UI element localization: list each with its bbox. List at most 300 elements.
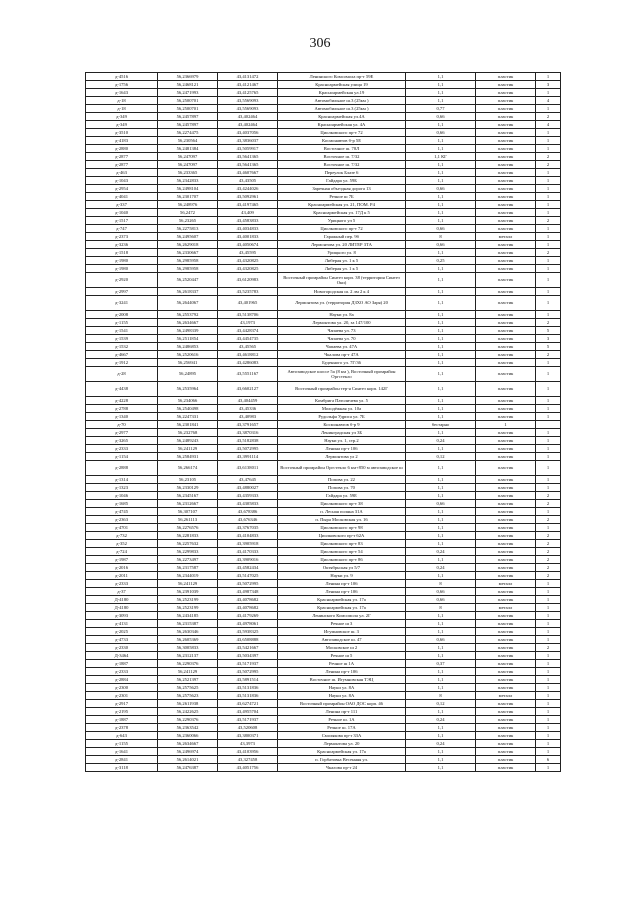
table-cell-id: д-2025 <box>86 628 158 636</box>
table-cell-material: пластик <box>476 724 536 732</box>
table-cell-volume: 1,1 <box>406 359 476 367</box>
table-cell-volume: 1,1 <box>406 335 476 343</box>
table-cell-id: д-3510 <box>86 129 158 137</box>
table-row <box>86 161 561 169</box>
table-cell-id: д-2363 <box>86 516 158 524</box>
table-cell-lon: 43,520608 <box>218 724 278 732</box>
table-cell-id: д-724 <box>86 548 158 556</box>
table-cell-count: 1 <box>536 257 561 265</box>
table-cell-count: 3 <box>536 335 561 343</box>
table-cell-material: пластик <box>476 484 536 492</box>
table-cell-address: Урицкого ул. 8 <box>278 249 406 257</box>
table-cell-id: д-2011 <box>86 572 158 580</box>
table-cell-volume: 1,1 <box>406 532 476 540</box>
table-cell-id: д-643 <box>86 732 158 740</box>
table-cell-volume: 1,1 <box>406 169 476 177</box>
table-cell-count: 1 <box>536 461 561 476</box>
table-row <box>86 169 561 177</box>
table-cell-id: д-2378 <box>86 724 158 732</box>
table-cell-volume: 1,1 <box>406 209 476 217</box>
table-cell-lat: 56,2257632 <box>158 540 218 548</box>
table-cell-lat: 56,2281833 <box>158 532 218 540</box>
table-cell-id: д-3236 <box>86 241 158 249</box>
table-cell-lon: 43,47645 <box>218 476 278 484</box>
table-cell-lon: 43,4583833 <box>218 217 278 225</box>
table-row <box>86 596 561 604</box>
table-cell-lat: 56,2476387 <box>158 764 218 772</box>
table-cell-id: д-2330 <box>86 644 158 652</box>
table-cell-lat: 56,2468121 <box>158 81 218 89</box>
table-row <box>86 524 561 532</box>
table-cell-address: Гаражный пер. 9б <box>278 233 406 241</box>
table-cell-address: Лермонтова ул. (территория ДЗХО АО Заря) 20 <box>278 296 406 311</box>
table-cell-lat: 56,2535964 <box>158 382 218 397</box>
table-cell-count: 1 <box>536 708 561 716</box>
table-cell-address: Попова ул. 22 <box>278 476 406 484</box>
table-cell-id: д-1887 <box>86 716 158 724</box>
table-cell-address: Циолковского пр-т 54 <box>278 548 406 556</box>
table-cell-volume: 1,1 <box>406 81 476 89</box>
table-cell-material: пластик <box>476 273 536 288</box>
table-cell-id: д-4667 <box>86 351 158 359</box>
table-row <box>86 273 561 288</box>
table-cell-count: 1 <box>536 185 561 193</box>
table-cell-lon: 43,4078682 <box>218 604 278 612</box>
table-cell-lat: 56,2301707 <box>158 193 218 201</box>
table-cell-address: Восточное ш. 78Л <box>278 145 406 153</box>
table-cell-id: д-2016 <box>86 564 158 572</box>
table-cell-material: пластик <box>476 596 536 604</box>
table-cell-address: Красноармейская улица 19 <box>278 81 406 89</box>
table-cell-lon: 43,4121467 <box>218 81 278 89</box>
table-cell-count: 6 <box>536 756 561 764</box>
table-cell-address: Лермонтова ул. 20, за 147/100 <box>278 319 406 327</box>
table-row <box>86 201 561 209</box>
table-cell-id: д-4041 <box>86 193 158 201</box>
table-cell-volume: 1,1 <box>406 461 476 476</box>
table-cell-id: д-3118 <box>86 764 158 772</box>
table-cell-address: Чапаева ул. 47А <box>278 343 406 351</box>
table-cell-volume: 0,66 <box>406 596 476 604</box>
table-cell-address: Циолковского пр-т 98 <box>278 524 406 532</box>
table-cell-material: пластик <box>476 516 536 524</box>
table-cell-id: д-337 <box>86 201 158 209</box>
table-cell-material: пластик <box>476 437 536 445</box>
table-cell-id: д-2977 <box>86 429 158 437</box>
table-cell-material: пластик <box>476 668 536 676</box>
table-cell-count: 1 <box>536 692 561 700</box>
table-cell-material: пластик <box>476 397 536 405</box>
table-cell-address: Молодёжная ул. 10а <box>278 405 406 413</box>
table-cell-count: 1 <box>536 748 561 756</box>
table-cell-lon: 43,5092961 <box>218 193 278 201</box>
table-cell-id: д-1314 <box>86 476 158 484</box>
table-cell-material: пластик <box>476 588 536 596</box>
table-cell-material: пластик <box>476 732 536 740</box>
table-cell-lat: 56,266174 <box>158 461 218 476</box>
table-cell-volume: 0,66 <box>406 185 476 193</box>
table-cell-lat: 56,2498339 <box>158 327 218 335</box>
table-cell-lon: 43,4125765 <box>218 89 278 97</box>
table-cell-address: Лермонтова ул 2 <box>278 453 406 461</box>
table-cell-lat: 56,2317587 <box>158 564 218 572</box>
table-row <box>86 382 561 397</box>
table-cell-address: Красноармейская ул.4А <box>278 113 406 121</box>
table-cell-address: Октябрьская ул 5/7 <box>278 564 406 572</box>
table-cell-id: д-1518 <box>86 249 158 257</box>
table-cell-address: п. Лесная поляна 31А <box>278 508 406 516</box>
table-cell-count: 1 <box>536 628 561 636</box>
table-cell-address: Смолякова пр-т 33А <box>278 732 406 740</box>
table-cell-lat: 56,2481384 <box>158 145 218 153</box>
table-cell-lat: 56,2629018 <box>158 241 218 249</box>
table-cell-address: Автозаводское шоссе 5а (8 км ), Восточный промрайон Оргстекло <box>278 367 406 382</box>
table-cell-count: 1 <box>536 273 561 288</box>
table-cell-volume: 1,1 <box>406 177 476 185</box>
table-cell-volume: 0,24 <box>406 437 476 445</box>
table-cell-count: 1 <box>536 580 561 588</box>
table-cell-id: д-1541 <box>86 327 158 335</box>
table-cell-lon: 43,4037056 <box>218 129 278 137</box>
table-cell-volume: бестарно <box>406 421 476 429</box>
table-cell-lat: 56,241129 <box>158 580 218 588</box>
table-cell-address: Восточный промрайон ОАО ДОС корп. 46 <box>278 700 406 708</box>
table-cell-lon: 43,4978061 <box>218 620 278 628</box>
table-cell-volume: 1,1 <box>406 684 476 692</box>
table-cell-volume: 1,1 КГ <box>406 153 476 161</box>
table-row <box>86 311 561 319</box>
table-cell-lon: 43,4428374 <box>218 327 278 335</box>
table-cell-lon: 43,4197465 <box>218 201 278 209</box>
table-cell-material: пластик <box>476 660 536 668</box>
table-cell-material: пластик <box>476 153 536 161</box>
table-cell-material: металл <box>476 604 536 612</box>
table-cell-id: д-732 <box>86 532 158 540</box>
table-cell-address: Восточное ш. 7/32 <box>278 153 406 161</box>
table-cell-id: д-1154 <box>86 453 158 461</box>
table-cell-address: Буденного ул. 7Г/36 <box>278 359 406 367</box>
table-cell-count: 1 <box>536 732 561 740</box>
table-cell-material: пластик <box>476 453 536 461</box>
table-cell-id: д-18 <box>86 97 158 105</box>
table-cell-lon: 43,5147025 <box>218 572 278 580</box>
table-cell-address: Науки ул. 8а <box>278 311 406 319</box>
table-cell-lat: 56,2523199 <box>158 596 218 604</box>
table-row <box>86 564 561 572</box>
table-row <box>86 288 561 296</box>
table-cell-material: металл <box>476 233 536 241</box>
table-cell-lon: 43,4607667 <box>218 169 278 177</box>
table-cell-material: пластик <box>476 81 536 89</box>
table-cell-lon: 43,5171937 <box>218 716 278 724</box>
table-cell-lon: 43,3800371 <box>218 732 278 740</box>
table-cell-count: 1 <box>536 484 561 492</box>
table-cell-material: пластик <box>476 445 536 453</box>
table-cell-lon: 43,4987348 <box>218 588 278 596</box>
table-cell-id: д-70 <box>86 421 158 429</box>
table-row <box>86 556 561 564</box>
table-cell-material: пластик <box>476 311 536 319</box>
table-cell-id: д-1980 <box>86 265 158 273</box>
table-row <box>86 764 561 772</box>
table-cell-lon: 43,327458 <box>218 756 278 764</box>
table-cell-lat: 56,307107 <box>158 508 218 516</box>
table-cell-address: Ленина пр-т 106 <box>278 588 406 596</box>
table-cell-volume: 1,1 <box>406 572 476 580</box>
table-cell-material: пластик <box>476 652 536 660</box>
table-cell-material: пластик <box>476 296 536 311</box>
table-cell-lat: 56,2299833 <box>158 548 218 556</box>
table-cell-count: 1 <box>536 636 561 644</box>
table-cell-address: Ленинского Комсомола пр-т 59Е <box>278 73 406 81</box>
table-cell-address: Циолковского пр-т 86 <box>278 556 406 564</box>
table-row <box>86 429 561 437</box>
table-cell-id: д-1539 <box>86 335 158 343</box>
table-cell-volume: 1,1 <box>406 668 476 676</box>
table-cell-volume: 1,1 <box>406 676 476 684</box>
table-cell-lon: 43,5131836 <box>218 692 278 700</box>
table-cell-address: Красноармейская ул.19 <box>278 89 406 97</box>
table-cell-address: Лермонтова ул. 20 <box>278 740 406 748</box>
table-cell-id: д-747 <box>86 225 158 233</box>
table-row <box>86 492 561 500</box>
table-cell-volume: 1,1 <box>406 708 476 716</box>
table-row <box>86 257 561 265</box>
table-cell-count: 1 <box>536 429 561 437</box>
table-cell-id: д-2373 <box>86 233 158 241</box>
table-cell-id: д-4701 <box>86 524 158 532</box>
table-cell-volume: 1,1 <box>406 161 476 169</box>
table-row <box>86 367 561 382</box>
table-cell-id: Д-4180 <box>86 596 158 604</box>
table-cell-address: Ленина пр-т 111 <box>278 708 406 716</box>
table-cell-id: д-28 <box>86 367 158 382</box>
table-cell-volume: 0,24 <box>406 716 476 724</box>
table-cell-material: пластик <box>476 97 536 105</box>
table-cell-id: д-1912 <box>86 359 158 367</box>
table-cell-id: д-2954 <box>86 185 158 193</box>
table-cell-lat: 56,256941 <box>158 359 218 367</box>
table-row <box>86 532 561 540</box>
table-cell-count: 2 <box>536 532 561 540</box>
table-cell-material: пластик <box>476 748 536 756</box>
table-cell-lat: 56,2301841 <box>158 421 218 429</box>
table-cell-count: 1 <box>536 169 561 177</box>
table-cell-material: пластик <box>476 676 536 684</box>
table-cell-volume: 1,1 <box>406 492 476 500</box>
table-cell-volume: 1,1 <box>406 556 476 564</box>
table-row <box>86 177 561 185</box>
table-cell-address: Космонавтов б-р 9 <box>278 421 406 429</box>
table-cell-lat: 56,241129 <box>158 668 218 676</box>
table-cell-material: пластик <box>476 193 536 201</box>
table-cell-lat: 56,233365 <box>158 169 218 177</box>
table-cell-lat: 56,2634667 <box>158 319 218 327</box>
table-cell-lat: 56,2520616 <box>158 351 218 359</box>
table-cell-id: д-2195 <box>86 708 158 716</box>
table-cell-address: Новогородская ш. 2 лм 2 к 4 <box>278 288 406 296</box>
table-cell-count: 1 <box>536 668 561 676</box>
table-cell-material: пластик <box>476 500 536 508</box>
table-cell-address: Циолковского пр-т 72 <box>278 129 406 137</box>
table-cell-id: д-1685 <box>86 500 158 508</box>
table-cell-volume: 0,24 <box>406 740 476 748</box>
table-cell-lon: 43,5072995 <box>218 668 278 676</box>
table-row <box>86 756 561 764</box>
table-row <box>86 668 561 676</box>
table-cell-address: Красноармейская ул. 17а <box>278 748 406 756</box>
table-cell-volume: 1,1 <box>406 265 476 273</box>
table-cell-lon: 43,5131836 <box>218 684 278 692</box>
table-cell-volume: 1,1 <box>406 296 476 311</box>
table-row <box>86 476 561 484</box>
table-cell-volume: 1,1 <box>406 137 476 145</box>
table-cell-address: Науки ул. 8А <box>278 684 406 692</box>
table-cell-volume: 1,1 <box>406 476 476 484</box>
table-cell-lat: 56,2985958 <box>158 265 218 273</box>
table-row <box>86 225 561 233</box>
table-cell-id: д-2333 <box>86 668 158 676</box>
table-cell-material: пластик <box>476 145 536 153</box>
table-cell-material: пластик <box>476 185 536 193</box>
table-cell-lat: 56,2457897 <box>158 121 218 129</box>
table-cell-volume: 0,12 <box>406 453 476 461</box>
table-cell-lat: 56,2511854 <box>158 335 218 343</box>
table-row <box>86 73 561 81</box>
table-cell-lon: 43,40983 <box>218 413 278 421</box>
table-cell-address: Попова ул. 70 <box>278 484 406 492</box>
table-cell-volume: 0,77 <box>406 105 476 113</box>
table-row <box>86 580 561 588</box>
table-cell-lat: 56,2344019 <box>158 572 218 580</box>
table-cell-lat: 56,2290376 <box>158 660 218 668</box>
table-cell-lat: 56,2366979 <box>158 73 218 81</box>
table-cell-volume: 0,24 <box>406 548 476 556</box>
table-cell-volume: 1,1 <box>406 367 476 382</box>
table-cell-lat: 56,2391039 <box>158 588 218 596</box>
table-cell-count: 1 <box>536 684 561 692</box>
table-cell-material: пластик <box>476 524 536 532</box>
table-cell-lon: 43,4454735 <box>218 335 278 343</box>
table-cell-material: пластик <box>476 620 536 628</box>
table-cell-id: д-4183 <box>86 137 158 145</box>
table-cell-count: 2 <box>536 319 561 327</box>
table-cell-lon: 43,678386 <box>218 508 278 516</box>
table-cell-material: пластик <box>476 209 536 217</box>
table-cell-material: пластик <box>476 201 536 209</box>
table-row <box>86 461 561 476</box>
table-cell-material: пластик <box>476 708 536 716</box>
table-cell-lon: 43,4286083 <box>218 359 278 367</box>
table-row <box>86 351 561 359</box>
table-cell-material: пластик <box>476 700 536 708</box>
table-cell-count: 5 <box>536 327 561 335</box>
table-cell-count: 1 <box>536 73 561 81</box>
table-cell-id: д-4228 <box>86 397 158 405</box>
table-cell-material: пластик <box>476 225 536 233</box>
table-cell-material: пластик <box>476 612 536 620</box>
table-cell-id: д-2884 <box>86 676 158 684</box>
table-cell-material: пластик <box>476 288 536 296</box>
table-cell-address: Ленинградская ул 3Б <box>278 429 406 437</box>
table-row <box>86 193 561 201</box>
table-cell-id: д-349 <box>86 113 158 121</box>
table-cell-lon: 43,4320825 <box>218 265 278 273</box>
table-cell-id: д-2917 <box>86 700 158 708</box>
table-cell-lat: 56,2290376 <box>158 716 218 724</box>
table-row <box>86 81 561 89</box>
table-cell-volume: 1,1 <box>406 652 476 660</box>
table-cell-address: Речное ш. 1А <box>278 716 406 724</box>
table-cell-address: Рудольфа Удриса ул. 7Б <box>278 413 406 421</box>
table-row <box>86 437 561 445</box>
table-cell-material: пластик <box>476 343 536 351</box>
table-cell-address: Чапаева ул. 70 <box>278 335 406 343</box>
table-cell-lat: 56,241129 <box>158 445 218 453</box>
table-cell-count: 1 <box>536 311 561 319</box>
table-cell-material: пластик <box>476 572 536 580</box>
table-row <box>86 241 561 249</box>
table-cell-lon: 43,3836037 <box>218 137 278 145</box>
table-cell-address: Восточный промрайон тер-я Синтез корп. 142Г <box>278 382 406 397</box>
table-cell-count: 2 <box>536 492 561 500</box>
table-cell-address: Циолковского пр-т 38 <box>278 500 406 508</box>
table-cell-count: 1 <box>536 716 561 724</box>
table-cell-lon: 43,4104833 <box>218 532 278 540</box>
table-cell-lat: 56,2315387 <box>158 620 218 628</box>
table-cell-id: д-1887 <box>86 660 158 668</box>
table-cell-material: пластик <box>476 319 536 327</box>
table-cell-address: Ленинского Комсомола ул. 2Г <box>278 612 406 620</box>
table-cell-address: Восточное ш. Игумновская ТЭЦ <box>278 676 406 684</box>
table-cell-lon: 43,4179269 <box>218 612 278 620</box>
table-cell-lon: 43,4244026 <box>218 185 278 193</box>
table-cell-lon: 43,6602127 <box>218 382 278 397</box>
table-cell-address: Восточное ш. 7/32 <box>278 161 406 169</box>
table-cell-lat: 56,2360066 <box>158 732 218 740</box>
table-cell-volume: 0,66 <box>406 241 476 249</box>
table-cell-lon: 43,6120983 <box>218 273 278 288</box>
table-cell-lat: 56,2500701 <box>158 97 218 105</box>
table-cell-count: 1 <box>536 620 561 628</box>
table-cell-lon: 43,4618812 <box>218 351 278 359</box>
table-cell-count: 1 <box>536 612 561 620</box>
table-cell-id: д-2333 <box>86 445 158 453</box>
table-cell-volume: 1,1 <box>406 121 476 129</box>
table-cell-lon: 43,5034397 <box>218 652 278 660</box>
table-cell-lat: 56,2644067 <box>158 296 218 311</box>
table-cell-lon: 43,6508888 <box>218 636 278 644</box>
table-row <box>86 405 561 413</box>
table-cell-id: д-2920 <box>86 273 158 288</box>
table-cell-id: д-349 <box>86 121 158 129</box>
table-cell-lat: 56,2457897 <box>158 113 218 121</box>
table-cell-id: д-1043 <box>86 177 158 185</box>
table-cell-count: 1 <box>536 382 561 397</box>
table-cell-lat: 56,2273497 <box>158 556 218 564</box>
table-cell-lon: 43,3791657 <box>218 421 278 429</box>
table-cell-lon: 43,1973 <box>218 319 278 327</box>
table-cell-lat: 56,2605369 <box>158 636 218 644</box>
table-cell-id: д-2888 <box>86 461 158 476</box>
table-cell-id: д-2841 <box>86 756 158 764</box>
table-cell-address: Красноармейская ул. 17а <box>278 604 406 612</box>
table-cell-material: пластик <box>476 382 536 397</box>
table-cell-address: Восточный промрайон Синтез корп. 38 (территория Синтез Оки) <box>278 273 406 288</box>
table-row <box>86 660 561 668</box>
table-cell-material: пластик <box>476 249 536 257</box>
table-cell-volume: 1,1 <box>406 311 476 319</box>
